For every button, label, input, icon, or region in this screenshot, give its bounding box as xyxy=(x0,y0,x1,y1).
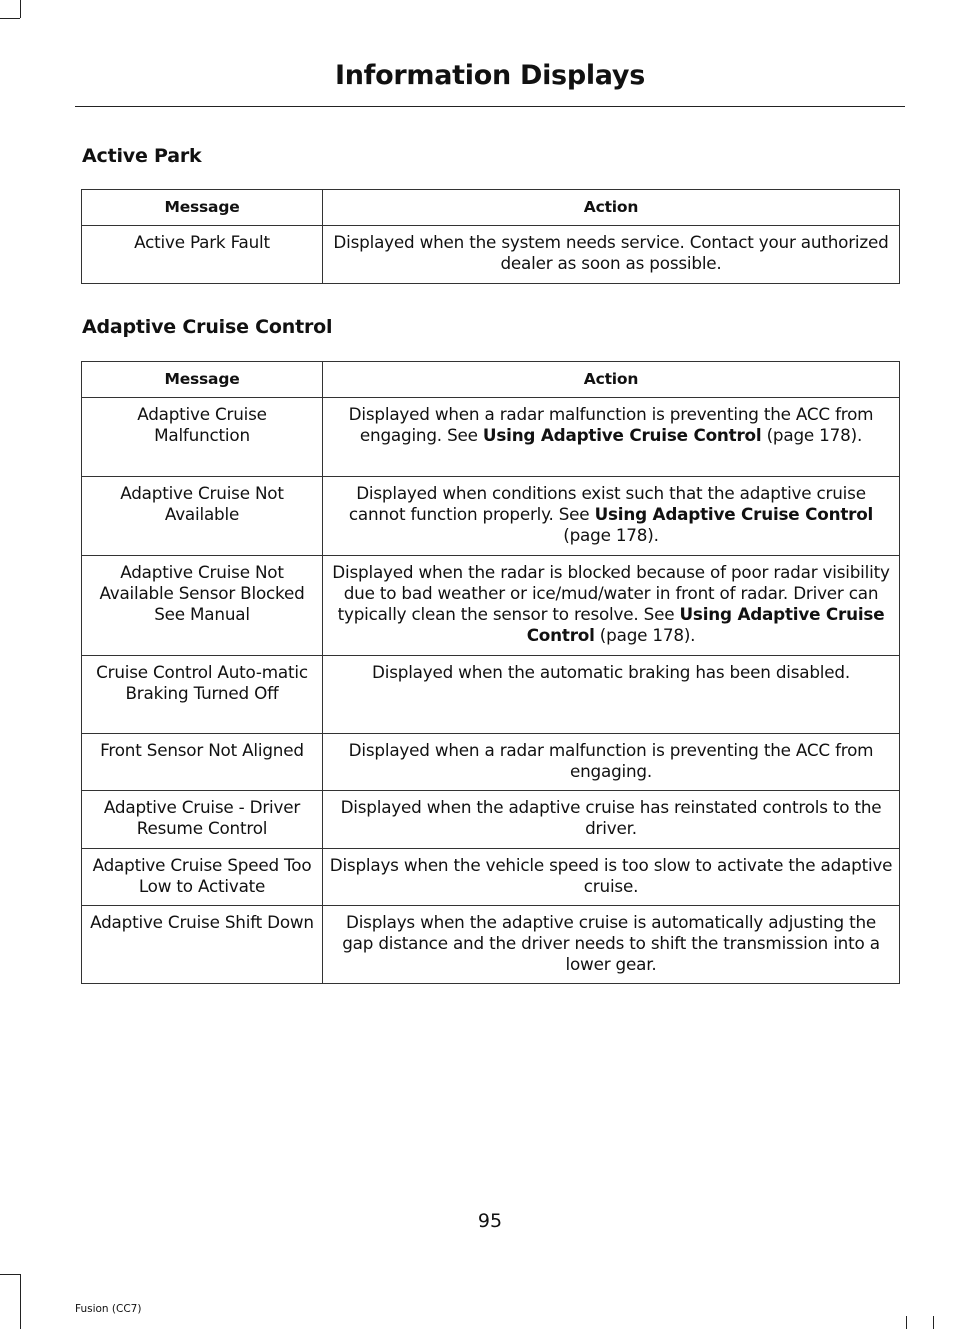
action-cell xyxy=(323,477,900,556)
crop-mark-bottom-left-horizontal xyxy=(0,1274,20,1275)
footer-model-label: Fusion (CC7) xyxy=(75,1303,142,1315)
message-cell: Active Park Fault xyxy=(82,226,323,284)
table-header-row xyxy=(82,190,900,226)
action-text: Displayed when a radar malfunction is preventing the ACC from engaging. xyxy=(348,740,874,781)
action-cell xyxy=(323,556,900,656)
table-row xyxy=(82,849,900,906)
message-cell: Adaptive Cruise Speed Too Low to Activate xyxy=(82,849,323,906)
action-text: Displayed when the radar is blocked because of poor radar visibility due to bad weather or ice/mud/water in front of radar. Driver can typically clean the sensor to resolve. See xyxy=(332,562,890,624)
table-row xyxy=(82,734,900,791)
action-text: Displays when the adaptive cruise is automatically adjusting the gap distance and the driver needs to shift the transmission into a lower gear. xyxy=(342,912,880,974)
crop-mark-bottom-right-left xyxy=(906,1316,907,1329)
action-cell xyxy=(323,906,900,984)
adaptive-cruise-heading: Adaptive Cruise Control xyxy=(82,316,333,338)
action-text: (page 178). xyxy=(594,625,696,645)
action-cell xyxy=(323,398,900,477)
action-text: (page 178). xyxy=(761,425,863,445)
message-cell: Adaptive Cruise Not Available xyxy=(82,477,323,556)
action-text: Displayed when the adaptive cruise has reinstated controls to the driver. xyxy=(340,797,882,838)
column-header-action: Action xyxy=(323,362,900,398)
page-number: 95 xyxy=(477,1210,503,1232)
action-text: Displayed when a radar malfunction is preventing the ACC from engaging. See xyxy=(348,404,874,445)
active-park-heading: Active Park xyxy=(82,145,202,167)
action-text: Displayed when the automatic braking has been disabled. xyxy=(372,662,850,682)
adaptive-cruise-table xyxy=(81,361,900,984)
message-cell: Front Sensor Not Aligned xyxy=(82,734,323,791)
action-cell xyxy=(323,849,900,906)
crop-mark-top-left-vertical xyxy=(20,0,21,18)
action-text: Displayed when the system needs service. Contact your authorized dealer as soon as possible. xyxy=(333,232,889,273)
action-cell xyxy=(323,656,900,734)
action-text: Displays when the vehicle speed is too slow to activate the adaptive cruise. xyxy=(329,855,893,896)
page-title: Information Displays xyxy=(335,60,645,91)
action-cell xyxy=(323,791,900,849)
crop-mark-bottom-right-right xyxy=(933,1316,934,1329)
action-text: (page 178). xyxy=(563,525,659,545)
table-row xyxy=(82,906,900,984)
table-row xyxy=(82,477,900,556)
table-row xyxy=(82,226,900,284)
cross-reference-link: Using Adaptive Cruise Control xyxy=(526,604,885,645)
column-header-action: Action xyxy=(323,190,900,226)
column-header-message: Message xyxy=(82,190,323,226)
action-text: Displayed when conditions exist such that the adaptive cruise cannot function properly. See xyxy=(348,483,866,524)
crop-mark-top-left-horizontal xyxy=(0,18,20,19)
message-cell: Adaptive Cruise Shift Down xyxy=(82,906,323,984)
crop-mark-bottom-left-vertical xyxy=(20,1274,21,1329)
cross-reference-link: Using Adaptive Cruise Control xyxy=(482,425,762,445)
message-cell: Adaptive Cruise Not Available Sensor Blocked See Manual xyxy=(82,556,323,656)
column-header-message: Message xyxy=(82,362,323,398)
action-cell xyxy=(323,734,900,791)
message-cell: Adaptive Cruise - Driver Resume Control xyxy=(82,791,323,849)
table-row xyxy=(82,556,900,656)
message-cell: Adaptive Cruise Malfunction xyxy=(82,398,323,477)
title-rule xyxy=(75,106,905,107)
table-row xyxy=(82,398,900,477)
active-park-table xyxy=(81,189,900,284)
table-row xyxy=(82,656,900,734)
table-header-row xyxy=(82,362,900,398)
cross-reference-link: Using Adaptive Cruise Control xyxy=(594,504,874,524)
message-cell: Cruise Control Auto-matic Braking Turned Off xyxy=(82,656,323,734)
table-row xyxy=(82,791,900,849)
action-cell xyxy=(323,226,900,284)
